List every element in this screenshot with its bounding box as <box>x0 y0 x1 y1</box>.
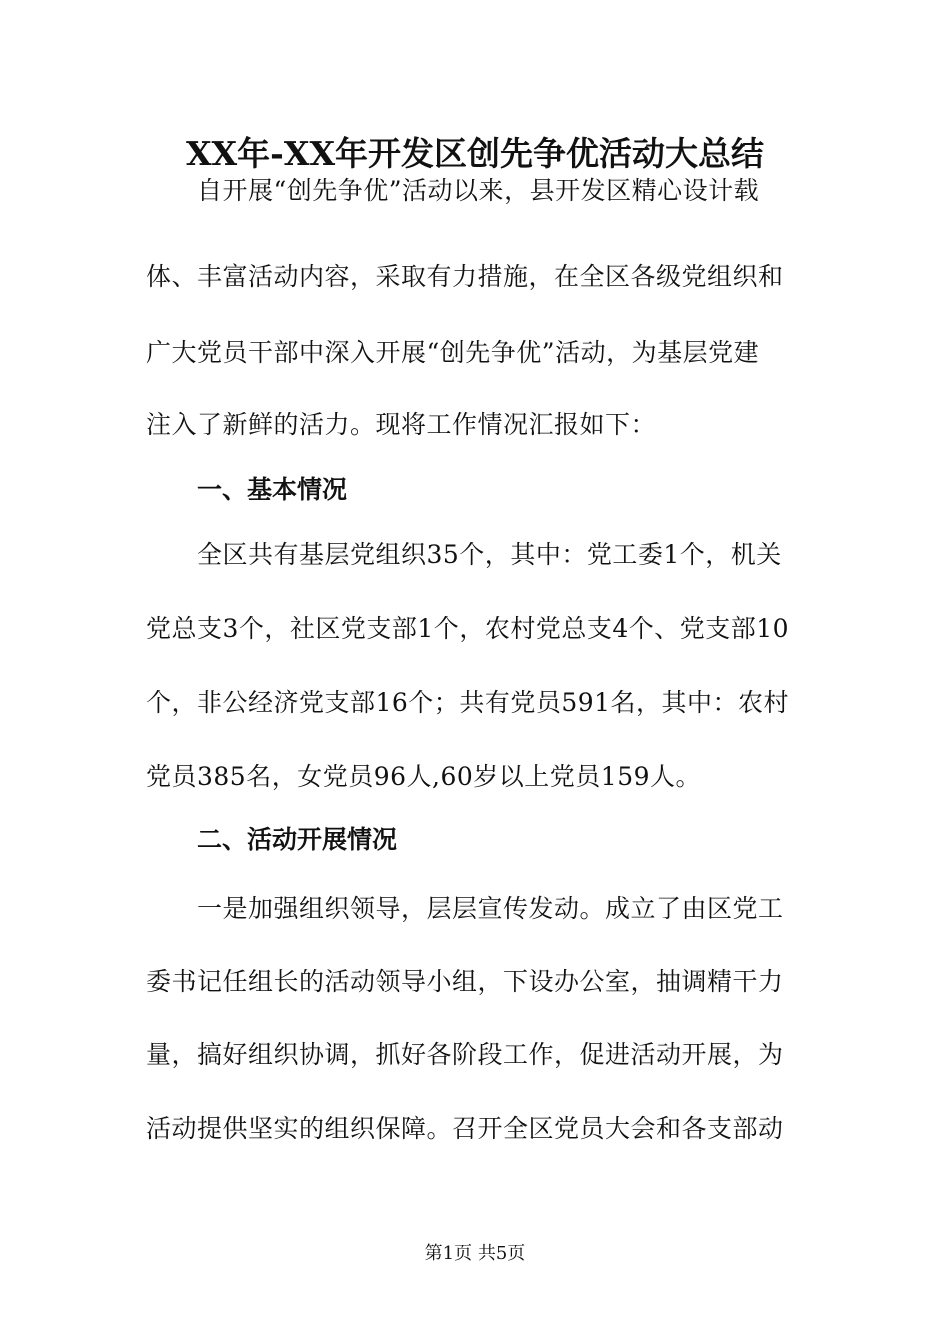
paragraph-line: 委书记任组长的活动领导小组，下设办公室，抽调精干力 <box>146 967 784 996</box>
section-heading-activities: 二、活动开展情况 <box>197 825 398 854</box>
paragraph-line: 党员385名，女党员96人,60岁以上党员159人。 <box>146 762 702 791</box>
paragraph-line: 体、丰富活动内容，采取有力措施，在全区各级党组织和 <box>146 262 784 291</box>
document-title: XX年-XX年开发区创先争优活动大总结 <box>185 134 765 173</box>
paragraph-line: 注入了新鲜的活力。现将工作情况汇报如下： <box>146 410 657 439</box>
paragraph-line: 广大党员干部中深入开展“创先争优”活动，为基层党建 <box>146 338 760 367</box>
paragraph-line: 自开展“创先争优”活动以来，县开发区精心设计载 <box>197 176 760 205</box>
page-footer: 第1页 共5页 <box>424 1243 526 1264</box>
section-heading-basic-situation: 一、基本情况 <box>197 475 348 504</box>
paragraph-line: 活动提供坚实的组织保障。召开全区党员大会和各支部动 <box>146 1114 784 1143</box>
paragraph-line: 党总支3个，社区党支部1个，农村党总支4个、党支部10 <box>146 614 790 643</box>
paragraph-line: 全区共有基层党组织35个，其中：党工委1个，机关 <box>197 540 782 569</box>
paragraph-line: 个，非公经济党支部16个；共有党员591名，其中：农村 <box>146 688 790 717</box>
paragraph-line: 一是加强组织领导，层层宣传发动。成立了由区党工 <box>197 894 784 923</box>
paragraph-line: 量，搞好组织协调，抓好各阶段工作，促进活动开展，为 <box>146 1040 784 1069</box>
